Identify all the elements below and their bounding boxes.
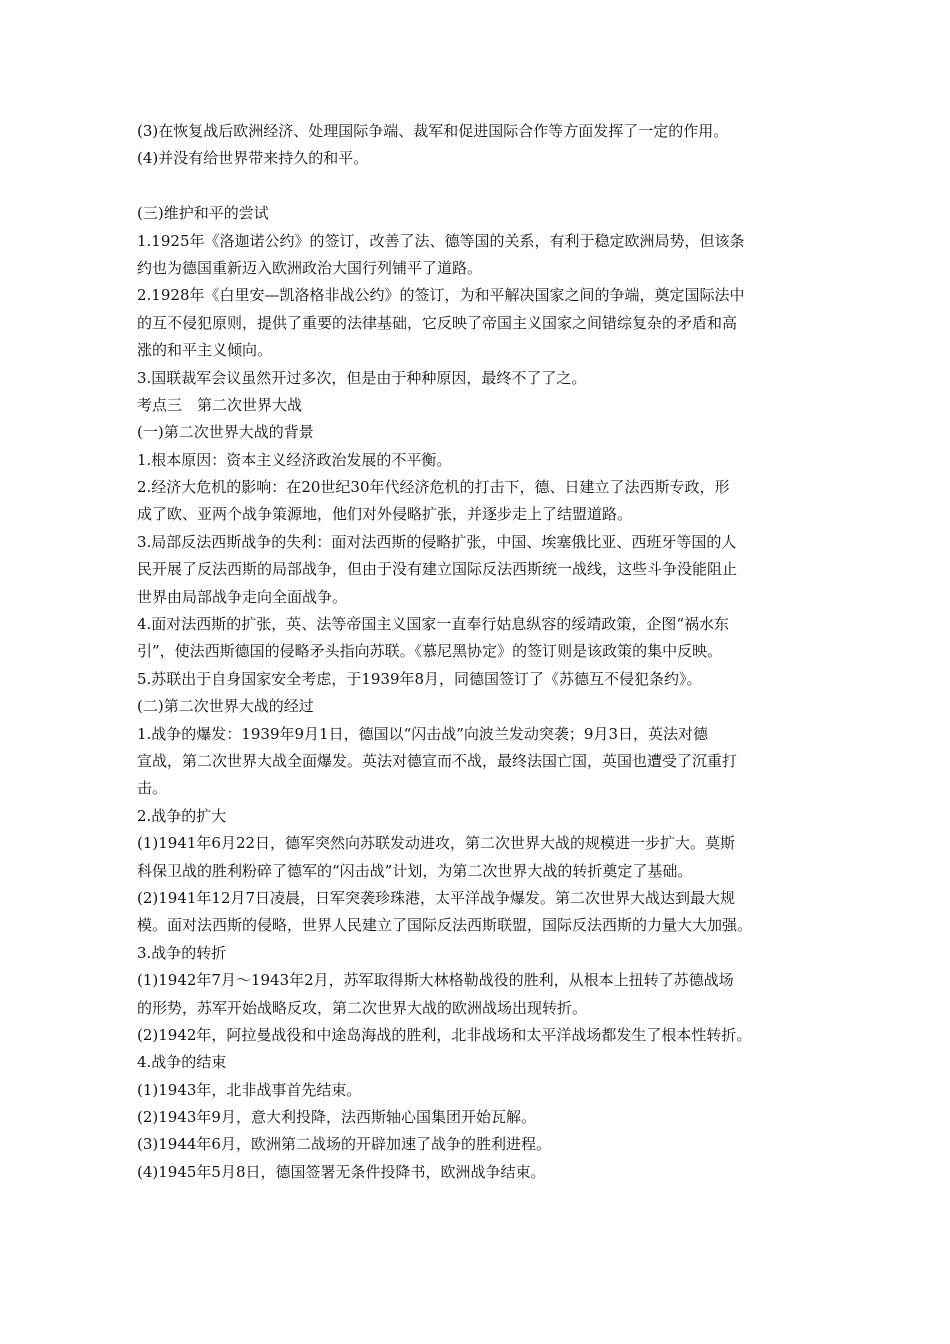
- text-line: (2)1942年，阿拉曼战役和中途岛海战的胜利，北非战场和太平洋战场都发生了根本性转折。: [137, 1025, 752, 1044]
- text-line: 成了欧、亚两个战争策源地，他们对外侵略扩张，并逐步走上了结盟道路。: [137, 505, 633, 524]
- text-line: (3)1944年6月，欧洲第二战场的开辟加速了战争的胜利进程。: [137, 1135, 551, 1154]
- text-line: 1.战争的爆发：1939年9月1日，德国以“闪击战”向波兰发动突袭；9月3日，英法对德: [137, 724, 708, 743]
- topic-heading: 考点三 第二次世界大战: [137, 395, 303, 414]
- text-line: 1.1925年《洛迦诺公约》的签订，改善了法、德等国的关系，有利于稳定欧洲局势，但该条: [137, 231, 745, 250]
- text-line: 涨的和平主义倾向。: [137, 341, 273, 360]
- text-line: (4)并没有给世界带来持久的和平。: [137, 149, 369, 168]
- text-line: 约也为德国重新迈入欧洲政治大国行列铺平了道路。: [137, 258, 483, 277]
- text-line: 模。面对法西斯的侵略，世界人民建立了国际反法西斯联盟，国际反法西斯的力量大大加强。: [137, 916, 753, 935]
- document-body: [137, 118, 827, 1186]
- text-line: 击。: [137, 779, 168, 798]
- text-line: (3)在恢复战后欧洲经济、处理国际争端、裁军和促进国际合作等方面发挥了一定的作用。: [137, 122, 729, 140]
- text-line: 宣战，第二次世界大战全面爆发。英法对德宣而不战，最终法国亡国，英国也遭受了沉重打: [137, 751, 738, 770]
- text-line: (2)1943年9月，意大利投降，法西斯轴心国集团开始瓦解。: [137, 1108, 536, 1127]
- section-heading: (三)维护和平的尝试: [137, 204, 269, 223]
- text-line: 民开展了反法西斯的局部战争，但由于没有建立国际反法西斯统一战线，这些斗争没能阻止: [137, 560, 738, 579]
- text-line: 2.1928年《白里安—凯洛格非战公约》的签订，为和平解决国家之间的争端，奠定国际法中: [137, 286, 745, 305]
- text-line: 3.局部反法西斯战争的失利：面对法西斯的侵略扩张，中国、埃塞俄比亚、西班牙等国的人: [137, 532, 737, 551]
- text-line: 的形势，苏军开始战略反攻，第二次世界大战的欧洲战场出现转折。: [137, 998, 588, 1017]
- blank-line: [137, 173, 827, 200]
- text-line: 3.国联裁军会议虽然开过多次，但是由于种种原因，最终不了了之。: [137, 368, 587, 387]
- text-line: 1.根本原因：资本主义经济政治发展的不平衡。: [137, 450, 452, 469]
- text-line: 5.苏联出于自身国家安全考虑，于1939年8月，同德国签订了《苏德互不侵犯条约》。: [137, 669, 702, 688]
- subsection-heading: 3.战争的转折: [137, 943, 227, 962]
- text-line: (2)1941年12月7日凌晨，日军突袭珍珠港，太平洋战争爆发。第二次世界大战达到最大规: [137, 888, 736, 907]
- text-line: (1)1941年6月22日，德军突然向苏联发动进攻，第二次世界大战的规模进一步扩大。莫斯: [137, 834, 736, 853]
- section-heading: (二)第二次世界大战的经过: [137, 697, 314, 716]
- subsection-heading: 4.战争的结束: [137, 1053, 227, 1072]
- text-line: 2.经济大危机的影响：在20世纪30年代经济危机的打击下，德、日建立了法西斯专政，形: [137, 478, 730, 497]
- text-line: (4)1945年5月8日，德国签署无条件投降书，欧洲战争结束。: [137, 1162, 546, 1181]
- text-line: 的互不侵犯原则，提供了重要的法律基础，它反映了帝国主义国家之间错综复杂的矛盾和高: [137, 313, 738, 332]
- text-line: 4.面对法西斯的扩张，英、法等帝国主义国家一直奉行姑息纵容的绥靖政策，企图“祸水东: [137, 615, 729, 634]
- text-line: (1)1942年7月～1943年2月，苏军取得斯大林格勒战役的胜利，从根本上扭转了苏德战场: [137, 971, 734, 990]
- text-line: 引”，使法西斯德国的侵略矛头指向苏联。《慕尼黑协定》的签订则是该政策的集中反映。: [137, 642, 723, 661]
- subsection-heading: 2.战争的扩大: [137, 806, 227, 825]
- text-line: (1)1943年，北非战事首先结束。: [137, 1080, 362, 1099]
- section-heading: (一)第二次世界大战的背景: [137, 423, 314, 442]
- text-line: 科保卫战的胜利粉碎了德军的“闪击战”计划，为第二次世界大战的转折奠定了基础。: [137, 861, 693, 880]
- text-line: 世界由局部战争走向全面战争。: [137, 587, 348, 606]
